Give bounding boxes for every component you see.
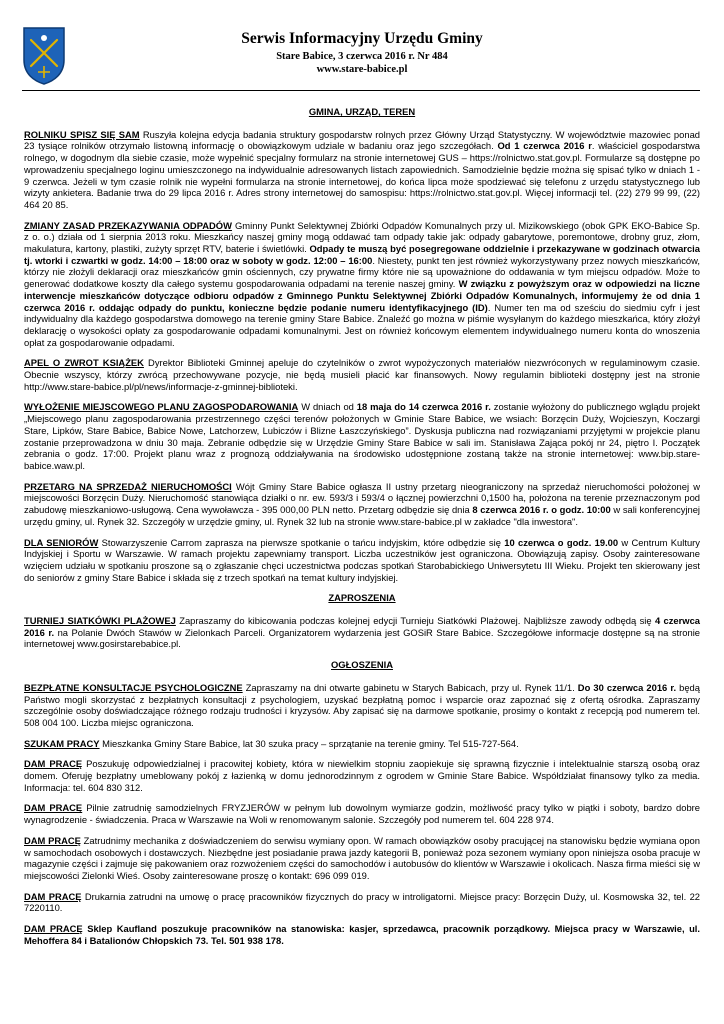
notice-lead: DAM PRACĘ [24,802,83,814]
notice-przetarg [24,481,700,528]
notice-bold: 8 czerwca 2016 r. o godz. 10:00 [472,504,611,516]
issue-date-number: Stare Babice, 3 czerwca 2016 r. Nr 484 [276,51,448,62]
notice-text: Drukarnia zatrudni na umowę o pracę pracowników fizycznych do pracy w introligatorni. Miejsce pracy: Borzęcin Duży, ul. Kosmowska 32, tel. 22 7220110. [24,890,700,914]
notice-lead: BEZPŁATNE KONSULTACJE PSYCHOLOGICZNE [24,681,243,693]
notice-lead: DAM PRACĘ [24,890,82,902]
notice-zmiany [24,220,700,349]
notice-text: Dyrektor Biblioteki Gminnej apeluje do czytelników o zwrot wypożyczonych materiałów niezwróconych w regulaminowym czasie. Obecnie wszyscy, którzy zwrócą przechowywane pozycje, nie będą musieli płacić kar finansowych. Nowy regulamin biblioteki dostępny jest na stronie http://www.stare-babice.pl/pl/news/informacje-z-gminnej-biblioteki. [24,357,701,392]
notice-konsultacje [24,682,700,729]
notice-praca-1 [24,758,700,793]
notice-text: Pilnie zatrudnię samodzielnych FRYZJERÓW w pełnym lub dowolnym wymiarze godzin, możliwość pracy tylko w piątki i soboty, bardzo dobre wynagrodzenie - świadczenia. Praca w Warszawie na Woli w renomowanym salonie. Szczegóły pod numerem tel. 604 228 974. [24,802,700,826]
notice-text: . Niestety, punkt ten jest również wykorzystywany przez nowych mieszkańców, którzy nie złożyli deklaracji oraz mieszkańców gmin ościennych, czy prywatne firmy które nie są upoważnione do oddawania w tym miejscu odpadów. Może to generować dodatkowe koszty dla całego systemu gospodarowania odpadami na terenie naszej gminy. [24,254,700,290]
notice-text: na Polanie Dwóch Stawów w Zielonkach Parceli. Organizatorem wydarzenia jest GOSiR Stare Babice. Szczegółowe informacje dostępne są na stronie internetowej www.gosirstarebabice.pl. [24,626,700,650]
notice-seniorow [24,537,700,584]
notice-text: w sali konferencyjnej urzędu gminy, ul. Rynek 32. Szczegóły w urzędzie gminy, ul. Rynek 32 lub na stronie www.stare-babice.pl w zakładce "dla inwestora". [24,504,700,527]
notice-text: W dniach od [298,401,357,413]
notice-lead: APEL O ZWROT KSIĄŻEK [24,357,144,369]
notice-lead: DAM PRACĘ [24,923,83,935]
notice-turniej [24,615,700,650]
notice-lead: DAM PRACĘ [24,834,81,846]
notice-lead: SZUKAM PRACY [24,737,100,749]
notice-text: . właściciel gospodarstwa rolnego, w dogodnym dla siebie czasie, może wypełnić specjalny formularz na stronie internetowej GUS – https://rolnictwo.stat.gov.pl. Formularze są dostępne po wprowadzeniu specjalnego loginu umieszczonego na indywidualnie adresowanych listach zapowiednich. Samodzielnie będzie można się spisać tylko w dniach 1 - 9 czerwca. Jeżeli w tym czasie rolnik nie wypełni formularza na stronie internetowej, do końca lipca może spodziewać się telefonu z urzędu statystycznego lub wizyty ankietera. Badanie trwa do 29 lipca 2016 r. Adres strony internetowej do samospisu: https://rolnictwo.stat.gov.pl. Więcej informacji tel. (22) 279 99 99, (22) 464 20 85. [24,140,700,210]
header-divider [22,90,700,91]
article-body [24,106,700,955]
notice-text: Zapraszamy do kibicowania podczas kolejnej edycji Turnieju Siatkówki Plażowej. Najbliższe zawody odbędą się [175,615,655,627]
notice-bold: 10 czerwca o godz. 19.00 [504,536,619,548]
notice-praca-4 [24,891,700,914]
notice-text: Stowarzyszenie Carrom zaprasza na pierwsze spotkanie o tańcu indyjskim, które odbędzie się [98,536,505,548]
notice-lead: ZMIANY ZASAD PRZEKAZYWANIA ODPADÓW [24,219,232,231]
notice-bold: Do 30 czerwca 2016 r. [577,681,677,693]
notice-lead: ROLNIKU SPISZ SIĘ SAM [24,128,140,140]
notice-lead: DLA SENIORÓW [24,536,99,548]
notice-wylozenie [24,401,700,471]
newsletter-title: Serwis Informacyjny Urzędu Gminy [241,30,483,47]
notice-text: będą Państwo mogli skorzystać z bezpłatnych konsultacji z psychologiem, uzyskać bezpłatną pomoc i wsparcie oraz zapoznać się z ofertą ośrodka. Zapraszamy szczególnie osoby doświadczające różnego rodzaju trudności i kryzysów. Aby zapisać się na darmowe spotkanie, prosimy o kontakt z recepcją pod numerem tel. 508 004 100. Liczba miejsc ograniczona. [24,681,700,728]
notice-rolniku [24,129,700,211]
notice-text: Poszukuję odpowiedzialnej i pracowitej kobiety, która w niewielkim stopniu zaopiekuje się sprawną fizycznie i intelektualnie starszą osobą oraz domem. Oferuję bezpłatny umeblowany pokój z łazienką w domu jednorodzinnym z ogrodem w Gminie Stare Babice. Współdziałat finansowy tylko za media. Informacja: tel. 604 830 312. [24,758,700,793]
notice-szukam [24,738,700,750]
notice-text: Zatrudnimy mechanika z doświadczeniem do serwisu wymiany opon. W ramach obowiązków osoby pracującej na stanowisku będzie wymiana opon w samochodach osobowych i dostawczych. Niezbędne jest posiadanie prawa jazdy kategorii B, ponieważ poza sezonem wymiany opon niniejsza osoba pracuje w magazynie części i zajmuje się pakowaniem oraz rozwożeniem części do samochodów i autobusów do klientów w Warszawie i okolicach. Nasza firma mieści się w miejscowości Zielonki Wieś. Osoby zainteresowane proszę o kontakt: 696 099 019. [24,834,700,881]
section-heading-gmina: GMINA, URZĄD, TEREN [308,106,416,117]
notice-bold: Sklep Kaufland poszukuje pracowników na stanowiska: kasjer, sprzedawca, pracownik porządkowy. Miejsca pracy w Warszawie, ul. Mehoffera 84 i Batalionów Chłopskich 73. Tel. 501 938 178. [24,923,700,946]
section-heading-zaproszenia: ZAPROSZENIA [328,592,396,604]
notice-text: Wójt Gminy Stare Babice ogłasza II ustny przetarg nieograniczony na sprzedaż nieruchomości położonej w miejscowości Borzęcin Duży. Nieruchomość stanowiąca działki o nr. ew. 593/3 i 593/4 o łącznej powierzchni 0,1500 ha, położona na terenie przeznaczonym pod zabudowę mieszkaniowo-usługową. Cena wywoławcza - 395 000,00 PLN netto. Przetarg odbędzie się dnia [24,480,700,516]
notice-text: Mieszkanka Gminy Stare Babice, lat 30 szuka pracy – sprzątanie na terenie gminy. Tel 515-727-564. [99,737,519,749]
notice-lead: TURNIEJ SIATKÓWKI PLAŻOWEJ [24,615,176,627]
notice-apel [24,357,700,392]
notice-bold: 18 maja do 14 czerwca 2016 r. [356,401,491,413]
website-address: www.stare-babice.pl [316,64,408,75]
notice-text: Zapraszamy na dni otwarte gabinetu w Starych Babicach, przy ul. Rynek 11/1. [242,681,578,693]
notice-lead: PRZETARG NA SPRZEDAŻ NIERUCHOMOŚCI [24,480,232,492]
notice-text: zostanie wyłożony do publicznego wglądu projekt „Miejscowego planu zagospodarowania przestrzennego części terenów położonych w Gminie Stare Babice, we wsiach: Borzęcin Duży, Wojcieszyn, Koczargi Stare, Lipków, Stare Babice, Babice Nowe, Latchorzew, Lubiczów i Blizne Łaszczyńskiego”. Dyskusja publiczna nad rozwiązaniami przyjętymi w projekcie planu zostanie przeprowadzona w dniu 30 maja. Zebranie odbędzie się w Urzędzie Gminy Stare Babice w sali im. Stanisława Zająca pokój nr 24, piętro I. Początek zebrania o godz. 17:00. Projekt planu wraz z prognozą oddziaływania na środowisko udostępnione zostaną także na stronie internetowej: www.bip.stare-babice.waw.pl. [24,401,700,471]
notice-bold: 4 czerwca 2016 r. [24,615,700,638]
notice-bold: Odpady te muszą być posegregowane oddzielnie i przekazywane w godzinach otwarcia tj. wtorki i czwartki w godz. 14:00 – 18:00 oraz w soboty w godz. 12:00 – 16:00 [24,243,700,266]
notice-text: Ruszyła kolejna edycja badania struktury gospodarstw rolnych przez Główny Urząd Statystyczny. W województwie mazowiec ponad 23 tysiące rolników otrzymało listowną informację o obowiązkowym udziale w badaniu oraz jego szczegółach. [24,128,700,152]
notice-lead: DAM PRACĘ [24,758,83,770]
section-heading-ogloszenia: OGŁOSZENIA [331,659,393,671]
notice-bold: W związku z powyższym oraz w odpowiedzi na liczne interwencje mieszkańców dotyczące odbioru odpadów z Gminnego Punktu Selektywnej Zbiórki Odpadów Komunalnych, informujemy że od dnia 1 czerwca 2016 r. oddając odpady do punktu, konieczne będzie podanie numeru identyfikacyjnego (ID) [24,278,700,313]
notice-praca-2 [24,802,700,825]
notice-lead: WYŁOŻENIE MIEJSCOWEGO PLANU ZAGOSPODAROWANIA [24,401,299,413]
notice-praca-5 [24,923,700,946]
notice-praca-3 [24,835,700,882]
notice-text: w Centrum Kultury Indyjskiej i Sportu w Warszawie. W ramach projektu zapewniamy transport. Liczba uczestników jest ograniczona. Obowiązują zapisy. Osoby zainteresowane wzięciem udziału w spotkaniu proszone są o zgłaszanie chęci uczestnictwa podczas spotkań Starobabickiego Uniwersytetu III Wieku. Projekt ten skierowany jest do seniorów z gminy Stare Babice i składa się z trzech spotkań na temat kultury indyjskiej. [24,536,700,583]
notice-text: . Numer ten ma od sześciu do siedmiu cyfr i jest indywidualny dla każdego gospodarstwa domowego na terenie gminy Stare Babice. Znaleźć go można w piśmie wysyłanym do każdego mieszkańca, który złożył deklarację o wysokości opłaty za gospodarowanie odpadami komunalnymi. Jest on również końcowym elementem indywidualnego numeru konta do wnoszenia opłat za gospodarowanie odpadami. [24,301,700,348]
notice-text: Gminny Punkt Selektywnej Zbiórki Odpadów Komunalnych przy ul. Mizikowskiego (obok GPK EKO-Babice Sp. z o. o.) działa od 1 sierpnia 2013 roku. Mieszkańcy naszej gminy mogą oddawać tam odpady takie jak: odpady gabarytowe, poremontowe, drobny gruz, złom, makulatura, kartony, plastiki, zużyty sprzęt RTV, baterie i świetlówki. [24,219,700,255]
notice-bold: Od 1 czerwca 2016 r [497,140,592,152]
